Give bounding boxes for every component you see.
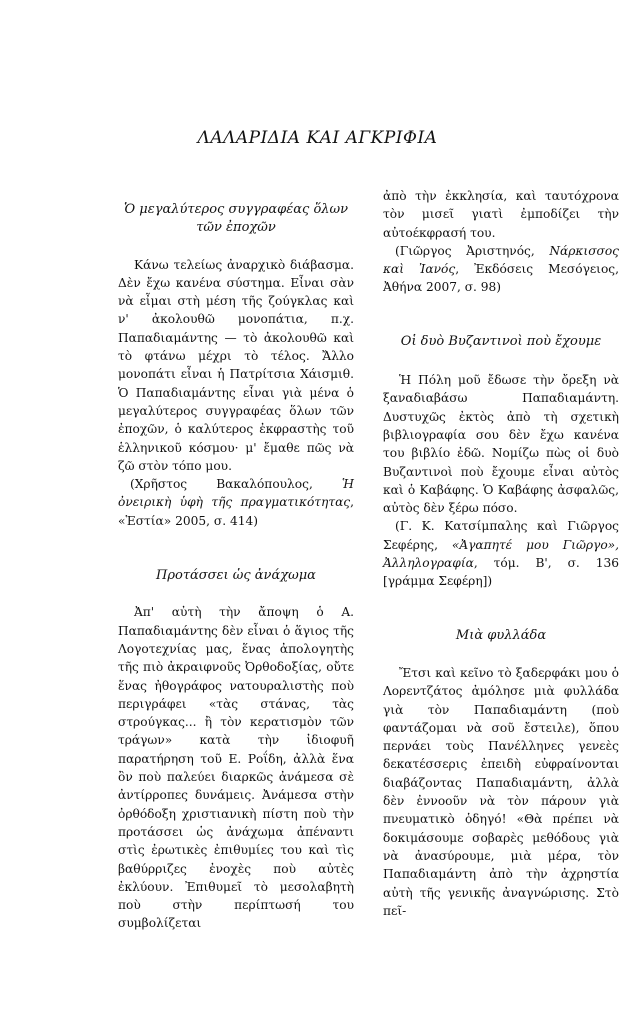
section-title: Ὁ μεγαλύτερος συγγραφέας ὅλων τῶν ἐποχῶν [123, 202, 349, 236]
citation [383, 517, 619, 590]
section-title: Μιὰ φυλλάδα [455, 627, 547, 643]
spacer [118, 238, 354, 256]
citation [118, 475, 354, 530]
section-body-continued: ἀπὸ τὴν ἐκκλησία, καὶ ταυτόχρονα τὸν μισεῖ γιατὶ ἐμποδίζει τὴν αὐτοέκφρασή του. [383, 189, 619, 240]
citation-work: «Ἀγαπητέ μου Γιῶργο», Ἀλληλογραφία [383, 537, 619, 571]
citation-work: Ἡ ὀνειρικὴ ὑφὴ τῆς πραγματικότητας [118, 477, 354, 510]
citation-work: Νάρκισσος καὶ Ἰανός [383, 243, 619, 277]
spacer [383, 591, 619, 627]
citation-details: , τόμ. Β', σ. 136 [γράμμα Σεφέρη]) [383, 556, 619, 589]
citation-author: (Γ. Κ. Κατσίμπαλης καὶ Γιῶργος Σεφέρης, [383, 519, 619, 552]
page-title: ΛΑΛΑΡΙΔΙΑ ΚΑΙ ΑΓΚΡΙΦΙΑ [197, 128, 438, 148]
citation-author: (Χρῆστος Βακαλόπουλος, [130, 477, 342, 492]
spacer [383, 297, 619, 333]
section-body: Ἀπ' αὐτὴ τὴν ἄποψη ὁ Α. Παπαδιαμάντης δὲν εἶναι ὁ ἅγιος τῆς Λογοτεχνίας μας, ἕνας ἀπολογητὴς τῆς πιὸ ἀκραιφνοῦς Ὀρθοδοξίας, οὔτε ἕνας ἠθογράφος νατουραλιστὴς ποὺ περιγράφει «τὰς στάνας, τὰς στρούγκας... ἢ τὸν κερατισμὸν τῶν τράγων» κατὰ τὴν ἰδιοφυῆ παρατήρηση τοῦ Ε. Ροΐδη, ἀλλὰ ἕνα ὂν ποὺ παλεύει διαρκῶς ἀνάμεσα σὲ ἀντίρροπες δυνάμεις. Ἀνάμεσα στὴν ὀρθόδοξη χριστιανικὴ πίστη ποὺ τὴν προτάσσει ὡς ἀνάχωμα ἀπέναντι στὶς ἐρωτικὲς ἐπιθυμίες του καὶ τὶς βαθύρριζες ἐνοχὲς ποὺ αὐτὲς ἐκλύουν. Ἐπιθυμεῖ τὸ μεσολαβητὴ ποὺ στὴν περίπτωσή του συμβολίζεται [118, 605, 354, 931]
spacer [383, 645, 619, 664]
spacer [118, 530, 354, 567]
citation-author: (Γιῶργος Ἀριστηνός, [395, 243, 550, 258]
section-title: Προτάσσει ὡς ἀνάχωμα [156, 568, 316, 584]
spacer [118, 585, 354, 603]
citation [383, 242, 619, 297]
spacer [118, 187, 354, 201]
section-title: Οἱ δυὸ Βυζαντινοὶ ποὺ ἔχουμε [400, 333, 602, 349]
section-body: Κάνω τελείως ἀναρχικὸ διάβασμα. Δὲν ἔχω κανένα σύστημα. Εἶναι σὰν νὰ εἶμαι στὴ μέση τῆς ζούγκλας καὶ ν' ἀκολουθῶ μονοπάτια, π.χ. Παπαδιαμάντης — τὸ ἀκολουθῶ καὶ τὸ φτάνω μέχρι τὸ τέλος. Ἄλλο μονοπάτι εἶναι ἡ Πατρίτσια Χάισμιθ. Ὁ Παπαδιαμάντης εἶναι γιὰ μένα ὁ μεγαλύτερος συγγραφέας ὅλων τῶν ἐποχῶν, ὁ καλύτερος ἐκφραστὴς τοῦ ἑλληνικοῦ κόσμου· μ' ἔμαθε πῶς νὰ ζῶ στὸν τόπο μου. [118, 257, 354, 473]
section-body: Ἔτσι καὶ κεῖνο τὸ ξαδερφάκι μου ὁ Λορεντζάτος ἀμόλησε μιὰ φυλλάδα γιὰ τὸν Παπαδιαμάντη (ποὺ φαντάζομαι νὰ σοῦ ἔστειλε), ὅπου περνάει τοὺς Πανέλληνες γενεὲς δεκατέσσερις ἐπειδὴ εὐφραίνονται διαβάζοντας Παπαδιαμάντη, ἀλλὰ δὲν ἐννοοῦν νὰ τὸν πάρουν γιὰ πνευματικὸ ὁδηγό! «Θὰ πρέπει νὰ δοκιμάσουμε σοβαρὲς μεθόδους γιὰ νὰ ἀνασύρουμε, μιὰ μέρα, τὸν Παπαδιαμάντη ἀπὸ τὴν ἀχρηστία αὐτὴ τῆς γενικῆς ἀναγνώρισης. Στὸ πεῖ- [383, 665, 619, 918]
citation-details: , «Ἑστία» 2005, σ. 414) [118, 495, 354, 528]
spacer [383, 351, 619, 371]
citation-details: , Ἐκδόσεις Μεσόγειος, Ἀθήνα 2007, σ. 98) [383, 262, 619, 295]
section-body: Ἡ Πόλη μοῦ ἔδωσε τὴν ὄρεξη νὰ ξαναδιαβάσω Παπαδιαμάντη. Δυστυχῶς ἐκτὸς ἀπὸ τὴ σχετικὴ βιβλιογραφία σου δὲν ἔχω κανένα του βιβλίο ἐδῶ. Νομίζω πὼς οἱ δυὸ Βυζαντινοὶ ποὺ ἔχουμε εἶναι αὐτὸς καὶ ὁ Καβάφης. Ὁ Καβάφης ἀσφαλῶς, αὐτὸς δὲν ξέρω πόσο. [383, 373, 619, 516]
left-column [118, 187, 354, 933]
right-column [383, 187, 619, 920]
